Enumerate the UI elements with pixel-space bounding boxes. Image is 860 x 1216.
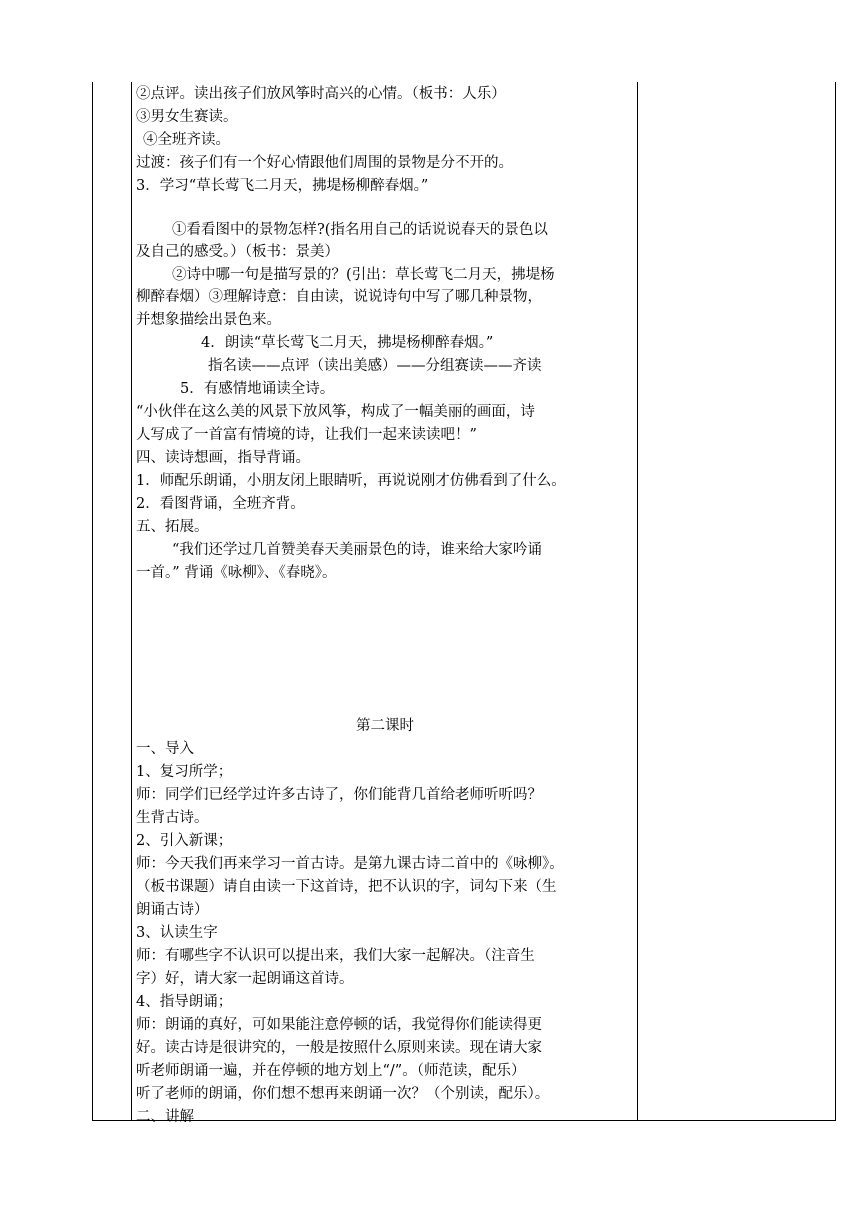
text-line: 1、复习所学； <box>136 764 233 780</box>
section-heading: 四、读诗想画，指导背诵。 <box>136 450 310 466</box>
table-border-right <box>835 82 836 1120</box>
section-heading: 二、讲解 <box>136 1109 194 1125</box>
table-border-bottom <box>92 1120 836 1121</box>
text-line: 过渡：孩子们有一个好心情跟他们周围的景物是分不开的。 <box>136 155 513 171</box>
text-line: 及自己的感受。）（板书：景美） <box>136 244 339 260</box>
lesson-title: 第二课时 <box>356 718 414 734</box>
section-heading: 一、导入 <box>136 741 194 757</box>
text-line: ③男女生赛读。 <box>136 109 238 125</box>
text-line: ④全班齐读。 <box>143 132 230 148</box>
text-line: 4、指导朗诵； <box>136 994 233 1010</box>
text-line: 师：有哪些字不认识可以提出来，我们大家一起解决。（注音生 <box>136 948 535 964</box>
text-line: 柳醉春烟）③理解诗意：自由读，说说诗句中写了哪几种景物， <box>136 289 542 305</box>
text-line: 指名读——点评（读出美感）——分组赛读——齐读 <box>208 358 542 374</box>
text-line: 3、认读生字 <box>136 925 218 941</box>
text-line: 3．学习“草长莺飞二月天，拂堤杨柳醉春烟。” <box>136 178 429 194</box>
text-line: “小伙伴在这么美的风景下放风筝，构成了一幅美丽的画面，诗 <box>136 404 535 420</box>
text-line: 听老师朗诵一遍，并在停顿的地方划上“/”。（师范读，配乐） <box>136 1063 526 1079</box>
text-line: ②点评。读出孩子们放风筝时高兴的心情。（板书：人乐） <box>136 86 506 102</box>
text-line: 4．朗读“草长莺飞二月天，拂堤杨柳醉春烟。” <box>201 335 494 351</box>
text-line: 听了老师的朗诵，你们想不想再来朗诵一次？（个别读，配乐）。 <box>136 1086 550 1102</box>
text-line: 师：朗诵的真好，可如果能注意停顿的话，我觉得你们能读得更 <box>136 1017 542 1033</box>
section-heading: 五、拓展。 <box>136 519 209 535</box>
table-border-col2 <box>637 82 638 1120</box>
text-line: （板书课题）请自由读一下这首诗，把不认识的字，词勾下来（生 <box>136 879 557 895</box>
text-line: ①看看图中的景物怎样?(指名用自己的话说说春天的景色以 <box>172 222 548 238</box>
text-line: 人写成了一首富有情境的诗，让我们一起来读读吧！” <box>136 427 477 443</box>
text-line: “我们还学过几首赞美春天美丽景色的诗，谁来给大家吟诵 <box>172 542 542 558</box>
text-line: 字）好，请大家一起朗诵这首诗。 <box>136 971 354 987</box>
text-line: 并想象描绘出景色来。 <box>136 312 281 328</box>
text-line: 一首。” 背诵《咏柳》、《春晓》。 <box>136 565 337 581</box>
text-line: ②诗中哪一句是描写景的？(引出：草长莺飞二月天，拂堤杨 <box>172 267 555 283</box>
text-line: 好。读古诗是很讲究的，一般是按照什么原则来读。现在请大家 <box>136 1040 542 1056</box>
text-line: 朗诵古诗） <box>136 902 209 918</box>
text-line: 2．看图背诵，全班齐背。 <box>136 496 305 512</box>
text-line: 5．有感情地诵读全诗。 <box>180 381 335 397</box>
text-line: 1．师配乐朗诵，小朋友闭上眼睛听，再说说刚才仿佛看到了什么。 <box>136 473 566 489</box>
table-border-left <box>92 82 93 1120</box>
text-line: 生背古诗。 <box>136 810 209 826</box>
table-border-col1 <box>131 82 132 1120</box>
text-line: 2、引入新课； <box>136 833 233 849</box>
text-line: 师：同学们已经学过许多古诗了，你们能背几首给老师听听吗？ <box>136 787 542 803</box>
text-line: 师：今天我们再来学习一首古诗。是第九课古诗二首中的《咏柳》。 <box>136 856 564 872</box>
